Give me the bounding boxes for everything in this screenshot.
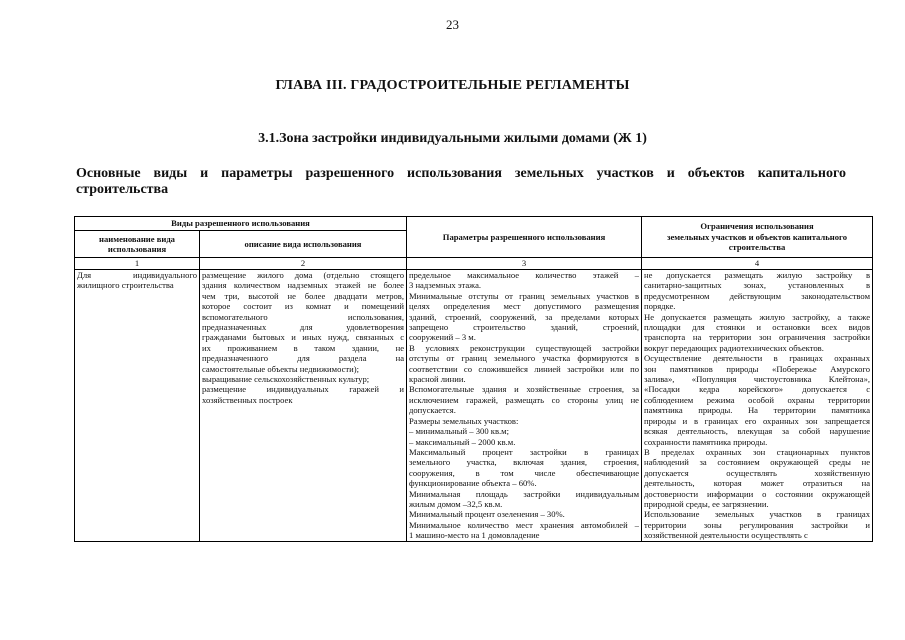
params-line: допускается. bbox=[409, 405, 456, 416]
description-line: предназначенных для удовлетворения bbox=[202, 322, 405, 333]
description-line: выращивание сельскохозяйственных культур; bbox=[202, 374, 370, 385]
description-line: самостоятельные объекты недвижимости); bbox=[202, 363, 360, 374]
restrictions-line: не допускается размещать жилую застройку в bbox=[644, 270, 871, 280]
params-line: Вспомогательные здания и хозяйственные строения, за bbox=[409, 384, 640, 395]
header-restrictions bbox=[642, 217, 873, 258]
description-lines bbox=[202, 270, 404, 405]
params-line: Минимальные отступы от границ земельных участков в bbox=[409, 290, 640, 301]
description-line: здания количеством надземных этажей не более bbox=[202, 280, 405, 291]
description-line: гражданами бытовых и иных нужд, связанных с bbox=[202, 332, 405, 343]
restrictions-line: предусмотренном действующим законодательством bbox=[644, 290, 871, 301]
params-line: сооружений – 3 м. bbox=[409, 332, 476, 343]
restrictions-line: вокруг передающих радиотехнических объектов. bbox=[644, 342, 824, 353]
params-line: красной линии. bbox=[409, 374, 466, 385]
description-line: которое состоит из комнат и помещений bbox=[202, 301, 405, 312]
params-line: Размеры земельных участков: bbox=[409, 415, 519, 426]
restrictions-line: Не допускается размещать жилую застройку, а также bbox=[644, 311, 871, 322]
restrictions-line: транспорта на территории зон ограничения застройки bbox=[644, 332, 871, 343]
description-line: размещение индивидуальных гаражей и bbox=[202, 384, 405, 395]
header-restrictions-line1: Ограничения использования bbox=[700, 221, 814, 232]
col-number-2: 2 bbox=[200, 258, 407, 270]
restrictions-line: «Посадки кедра корейского» допускается с bbox=[644, 384, 871, 395]
description-line: их проживанием в таком здании, не bbox=[202, 342, 405, 353]
restrictions-line: соблюдением режима особой охраны территории bbox=[644, 394, 871, 405]
chapter-title: ГЛАВА III. ГРАДОСТРОИТЕЛЬНЫЕ РЕГЛАМЕНТЫ bbox=[275, 78, 630, 93]
cell-use-name: Для индивидуального жилищного строительства bbox=[75, 270, 200, 542]
params-line: исключением гаражей, размещать со стороны улиц не bbox=[409, 394, 640, 405]
params-line: отступы от границ земельного участка формируются в bbox=[409, 353, 640, 364]
params-line: В условиях реконструкции существующей застройки bbox=[409, 342, 640, 353]
restrictions-line: деятельность, которая может отразиться на bbox=[644, 478, 871, 489]
params-line: земельного участка, включая здания, строения, bbox=[409, 457, 640, 468]
description-line: вспомогательного использования, bbox=[202, 311, 405, 322]
restrictions-line: природной среды, ее загрязнении. bbox=[644, 498, 769, 509]
header-description: описание вида использования bbox=[200, 231, 407, 258]
cell-use-description bbox=[200, 270, 407, 542]
col-number-4: 4 bbox=[642, 258, 873, 270]
params-line: соответствии со сложившейся линией застройки или по bbox=[409, 363, 640, 374]
params-line: Минимальная площадь застройки индивидуальным bbox=[409, 488, 640, 499]
restrictions-line: природы и в границах его охранных зон запрещается bbox=[644, 415, 871, 426]
zone-title: 3.1.Зона застройки индивидуальными жилыми домами (Ж 1) bbox=[258, 131, 647, 146]
params-line: Максимальный процент застройки в границах bbox=[409, 446, 640, 457]
params-line: запрещено строительство зданий, строений, bbox=[409, 322, 640, 333]
restrictions-line: хозяйственной деятельности осуществлять с bbox=[644, 530, 808, 541]
section-subtitle-line1: Основные виды и параметры разрешенного использования земельных участков и объектов капитального bbox=[76, 166, 846, 181]
restrictions-line: В пределах охранных зон стационарных пунктов bbox=[644, 446, 871, 457]
restrictions-line: наблюдений за состоянием окружающей среды не bbox=[644, 457, 871, 468]
params-line: Минимальный процент озеленения – 30%. bbox=[409, 509, 565, 520]
col-number-1: 1 bbox=[75, 258, 200, 270]
params-line: жилым домом –32,5 кв.м. bbox=[409, 498, 503, 509]
params-line: предельное максимальное количество этажей – bbox=[409, 270, 640, 280]
params-line: 1 машино-место на 1 домовладение bbox=[409, 530, 540, 541]
params-lines bbox=[409, 270, 639, 541]
cell-params bbox=[407, 270, 642, 542]
params-line: – максимальный – 2000 кв.м. bbox=[409, 436, 516, 447]
restrictions-line: памятника природы. На территории памятника bbox=[644, 405, 871, 416]
restrictions-line: залива», «Популяция чистоустовника Клейтона», bbox=[644, 374, 871, 385]
header-params: Параметры разрешенного использования bbox=[407, 217, 642, 258]
header-name: наименование вида использования bbox=[75, 231, 200, 258]
restrictions-line: Использование земельных участков в границах bbox=[644, 509, 871, 520]
restrictions-line: допускается осуществлять хозяйственную bbox=[644, 467, 871, 478]
restrictions-line: всякая деятельность, влекущая за собой нарушение bbox=[644, 426, 871, 437]
description-line: чем три, высотой не более двадцати метров, bbox=[202, 290, 405, 301]
params-line: зданий, строений, сооружений, за пределами которых bbox=[409, 311, 640, 322]
page-number: 23 bbox=[446, 17, 459, 32]
description-line: размещение жилого дома (отдельно стоящего bbox=[202, 270, 405, 280]
header-restrictions-line2: земельных участков и объектов капитального строительства bbox=[666, 231, 848, 253]
restrictions-line: территории зоны регулирования застройки и bbox=[644, 519, 871, 530]
header-group-types: Виды разрешенного использования bbox=[75, 217, 407, 231]
regulations-table bbox=[74, 216, 873, 542]
restrictions-line: площадки для стоянки и остановки всех видов bbox=[644, 322, 871, 333]
section-subtitle-line2: строительства bbox=[76, 182, 169, 197]
params-line: – минимальный – 300 кв.м; bbox=[409, 426, 509, 437]
restrictions-line: сохранности памятника природы. bbox=[644, 436, 768, 447]
params-line: Минимальное количество мест хранения автомобилей – bbox=[409, 519, 640, 530]
params-line: функционирование объекта – 60%. bbox=[409, 478, 537, 489]
restrictions-line: достоверности информации о состоянии окружающей bbox=[644, 488, 871, 499]
params-line: 3 надземных этажа. bbox=[409, 280, 482, 291]
restrictions-line: Осуществление деятельности в границах охранных bbox=[644, 353, 871, 364]
cell-restrictions bbox=[642, 270, 873, 542]
col-number-3: 3 bbox=[407, 258, 642, 270]
restrictions-line: зон памятников природы «Побережье Амурского bbox=[644, 363, 871, 374]
description-line: хозяйственных построек bbox=[202, 394, 293, 405]
restrictions-line: санитарно-защитных зонах, установленных в bbox=[644, 280, 871, 291]
params-line: сооружения, в том числе обеспечивающие bbox=[409, 467, 640, 478]
restrictions-lines bbox=[644, 270, 870, 541]
restrictions-line: порядке. bbox=[644, 301, 676, 312]
params-line: целях определения мест допустимого размещения bbox=[409, 301, 640, 312]
description-line: предназначенного для раздела на bbox=[202, 353, 405, 364]
